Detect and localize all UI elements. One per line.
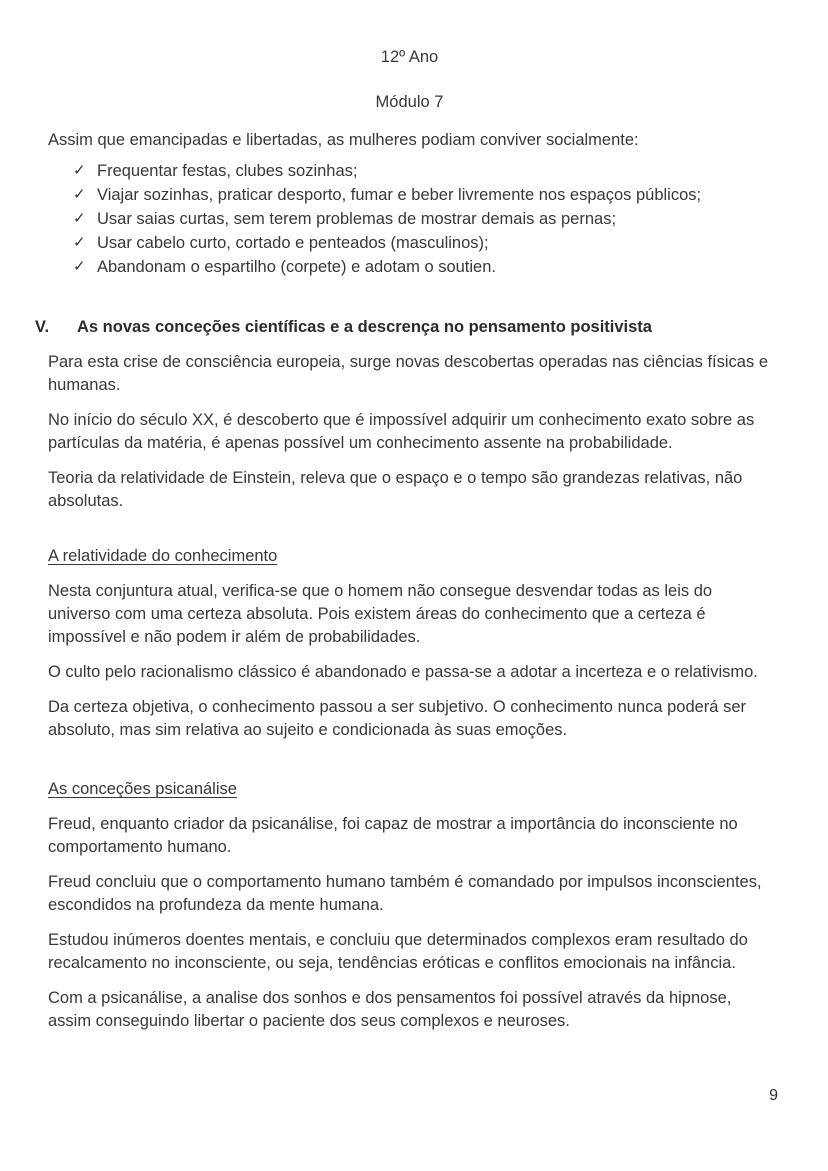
checklist-item-text: Frequentar festas, clubes sozinhas; (97, 162, 358, 180)
paragraph: Com a psicanálise, a analise dos sonhos e dos pensamentos foi possível através da hipnose, assim conseguindo libertar o paciente dos seus complexos e neuroses. (48, 989, 732, 1030)
check-icon: ✓ (73, 210, 86, 227)
paragraph: No início do século XX, é descoberto que é impossível adquirir um conhecimento exato sobre as partículas da matéria, é apenas possível um conhecimento assente na probabilidade. (48, 411, 755, 452)
paragraph: Da certeza objetiva, o conhecimento passou a ser subjetivo. O conhecimento nunca poderá ser absoluto, mas sim relativa ao sujeito e condicionada às suas emoções. (48, 698, 746, 739)
check-icon: ✓ (73, 186, 86, 203)
paragraph: Nesta conjuntura atual, verifica-se que o homem não consegue desvendar todas as leis do universo com uma certeza absoluta. Pois existem áreas do conhecimento que a certeza é impossível e não podem ir além de probabilidades. (48, 582, 713, 646)
intro-lead: Assim que emancipadas e libertadas, as mulheres podiam conviver socialmente: (48, 131, 639, 149)
checklist-item-text: Abandonam o espartilho (corpete) e adotam o soutien. (97, 258, 496, 276)
paragraph: Teoria da relatividade de Einstein, releva que o espaço e o tempo são grandezas relativas, não absolutas. (48, 469, 743, 510)
checklist-item (73, 255, 771, 279)
subsection-title-relativity: A relatividade do conhecimento (48, 547, 278, 565)
checklist-item-text: Viajar sozinhas, praticar desporto, fumar e beber livremente nos espaços públicos; (97, 186, 702, 204)
section-v-numeral: V. (35, 318, 50, 336)
section-v-title: As novas conceções científicas e a descrença no pensamento positivista (77, 318, 652, 336)
grade-title: 12º Ano (380, 48, 439, 66)
checklist-item-text: Usar cabelo curto, cortado e penteados (masculinos); (97, 234, 489, 252)
page-number: 9 (769, 1087, 778, 1104)
paragraph: Para esta crise de consciência europeia, surge novas descobertas operadas nas ciências físicas e humanas. (48, 353, 768, 394)
paragraph: Estudou inúmeros doentes mentais, e concluiu que determinados complexos eram resultado do recalcamento no inconsciente, ou seja, tendências eróticas e conflitos emocionais na infância. (48, 931, 748, 972)
checklist-item-text: Usar saias curtas, sem terem problemas de mostrar demais as pernas; (97, 210, 617, 228)
checklist-item (73, 231, 771, 255)
check-icon: ✓ (73, 258, 86, 275)
subsection-title-psychoanalysis: As conceções psicanálise (48, 780, 237, 798)
module-title: Módulo 7 (375, 93, 444, 111)
document-content (35, 0, 771, 1033)
paragraph: Freud concluiu que o comportamento humano também é comandado por impulsos inconscientes, escondidos na profundeza da mente humana. (48, 873, 762, 914)
checklist (48, 159, 771, 279)
section-v-heading (35, 316, 771, 339)
check-icon: ✓ (73, 162, 86, 179)
paragraph: Freud, enquanto criador da psicanálise, foi capaz de mostrar a importância do inconsciente no comportamento humano. (48, 815, 738, 856)
checklist-item (73, 207, 771, 231)
check-icon: ✓ (73, 234, 86, 251)
checklist-item (73, 159, 771, 183)
checklist-item (73, 183, 771, 207)
paragraph: O culto pelo racionalismo clássico é abandonado e passa-se a adotar a incerteza e o relativismo. (48, 663, 758, 681)
